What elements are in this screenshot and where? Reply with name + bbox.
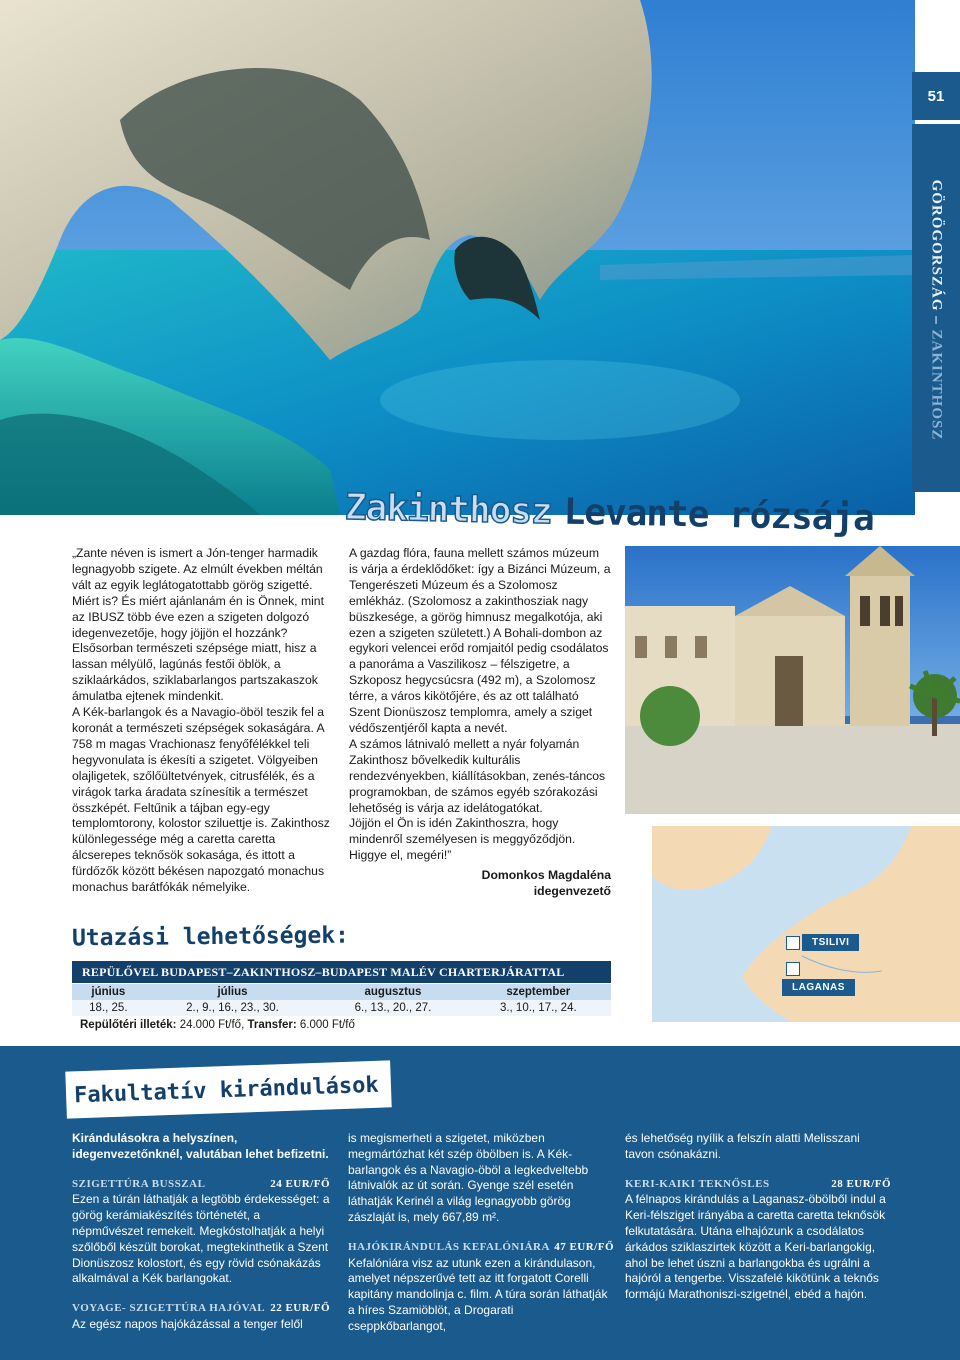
month-cell: szeptember	[466, 984, 611, 1000]
hero-photo-sea-caves	[0, 0, 915, 515]
excursion-price: 22 EUR/FŐ	[270, 1302, 330, 1315]
excursions-column-2	[348, 1131, 614, 1335]
excursion-name: HAJÓKIRÁNDULÁS KEFALÓNIÁRA	[348, 1240, 550, 1253]
flight-header: REPÜLŐVEL BUDAPEST–ZAKINTHOSZ–BUDAPEST MALÉV CHARTERJÁRATTAL	[72, 961, 611, 983]
intro-paragraph: A számos látnivaló mellett a nyár folyamán Zakinthosz bővelkedik kulturális rendezvényekben, kiállításokban, zenés-táncos programokban, de számos egyéb szórakozási lehetőség is várja az idelátogatókat.	[349, 736, 606, 815]
excursion-header	[72, 1301, 330, 1317]
excursions-heading: Fakultatív kirándulások	[73, 1072, 380, 1109]
excursion-text: is megismerheti a szigetet, miközben megmártózhat két szép öbölben is. A Kék-barlangok és a Navagio-öböl a legkedveltebb látnivalók az út során. Gyenge szél esetén láthatják Kerinél a világ legnagyobb görög zászlaját is, mely 667,89 m².	[348, 1131, 589, 1224]
hero-illustration	[0, 0, 915, 515]
excursion-name: VOYAGE- SZIGETTÚRA HAJÓVAL	[72, 1302, 266, 1315]
page-number: 51	[912, 72, 960, 120]
intro-paragraph: A gazdag flóra, fauna mellett számos múzeum is várja a érdeklődőket: így a Bizánci Múzeum, a Tengerészeti Múzeum és a Szolomosz emlékház. (Szolomosz a zakinthosziak nagy büszkesége, a görög himnusz megalkotója, aki ezen a szigeten született.) A Bohali-dombon az egykori velencei erőd romjaitól pedig csodálatos a panoráma a Vaszilikosz – félszigetre, a Szkoposz hegycsúcsra (492 m), a Szolomosz térre, a város kikötőjére, és az ott található Szent Dionüszosz templomra, amely a sziget védőszentjéről kapta a nevét.	[349, 546, 611, 735]
excursion-text: Kefalóniára visz az utunk ezen a kirándulason, amelyet népszerűvé tett az itt forgatott Corelli kapitány mandolinja c. film. A túra során láthatják a híres Szamiöblöt, a Drogarati cseppkőbarlangot,	[348, 1255, 608, 1333]
excursion-price: 24 EUR/FŐ	[270, 1177, 330, 1190]
map-label-tsilivi: TSILIVI	[802, 934, 859, 951]
excursion-text: A félnapos kirándulás a Laganasz-öbölből indul a Keri-félsziget irányába a caretta caretta teknősök felkutatására. Utána elhajózunk a csodálatos árkádos sziklaszirtek között a Keri-barlangokig, ahol be lehet úszni a barlangokba és ugrálni a hajóról a tengerbe. Visszafelé kikötünk a teknős formájú Marathoniszi-szigetnél, ebéd a hajón.	[625, 1192, 886, 1302]
intro-middle-column	[349, 546, 611, 900]
date-cell: 2., 9., 16., 23., 30.	[145, 1000, 321, 1016]
transfer-value: 6.000 Ft/fő	[296, 1019, 355, 1031]
side-title-main: GÖRÖGORSZÁG –	[928, 179, 945, 330]
transfer-label: Transfer:	[247, 1019, 297, 1031]
excursions-intro: Kirándulásokra a helyszínen, idegenvezetőnknél, valutában lehet befizetni.	[72, 1131, 329, 1161]
signature-name: Domonkos Magdaléna	[481, 868, 611, 883]
title-part-1: Zakinthosz	[344, 487, 553, 533]
intro-paragraph: Jöjjön el Ön is idén Zakinthoszra, hogy mindenről személyesen is meggyőződjön. Higgye el, megéri!”	[349, 816, 576, 863]
church-illustration	[625, 546, 960, 814]
table-row	[72, 984, 611, 1000]
intro-paragraph: „Zante néven is ismert a Jón-tenger harmadik legnagyobb szigete. Az elmúlt években méltán vált az egyik leglátogatottabb görög szigetté. Miért is? És miért ajánlanám én is Önnek, mint az IBUSZ több éve ezen a szigeten dolgozó idegenvezetője, hogy jöjjön el hozzánk? Elsősorban természeti szépsége miatt, hisz a lassan mélyülő, lagúnás festői öblök, a sziklaárkádos, sziklabarlangos partszakaszok ámulatba ejtenek mindenkit.	[72, 546, 324, 704]
signature-role: idegenvezető	[533, 884, 611, 899]
excursion-price: 28 EUR/FŐ	[831, 1177, 891, 1190]
excursion-header	[72, 1177, 330, 1193]
excursion-text: Ezen a túrán láthatják a legtöbb érdekességet: a görög kerámiakészítés történetét, a népművészet remekeit. Megkóstolhatják a helyi szőlőből készült borokat, megtekinthetik a Szent Dionüszosz kolostort, és egy rövid csónakázás alkalmával a Kék barlangokat.	[72, 1192, 330, 1286]
map-marker-tsilivi	[786, 936, 800, 950]
date-cell: 18., 25.	[72, 1000, 145, 1016]
excursion-header	[625, 1177, 891, 1193]
intro-paragraph: A Kék-barlangok és a Navagio-öböl teszik fel a koronát a természeti szépségek sokaságára. A 758 m magas Vrachionasz fenyőfélékkel teli hegyvonulata is ékesíti a szigetet. Völgyeiben olajligetek, szőlőültetvények, citrusfélék, és a virágok tarka áradata színesítik a természet összképét. Feltűnik a tájban egy-egy templomtorony, kolostor sziluettje is. Zakinthosz különlegessége még a caretta caretta álcserepes teknősök sokasága, és ittott a fürdőzők között békésen napozgató monachus monachus barátfókák némelyike.	[72, 705, 330, 895]
side-section-title	[928, 180, 945, 441]
date-cell: 3., 10., 17., 24.	[466, 1000, 611, 1016]
month-cell: július	[145, 984, 321, 1000]
title-part-2: Levante rózsája	[563, 491, 875, 540]
excursions-column-3	[625, 1131, 891, 1303]
intro-left-column	[72, 546, 334, 896]
excursion-name: KERI-KAIKI TEKNŐSLES	[625, 1177, 770, 1190]
island-map	[652, 826, 960, 1022]
excursion-price: 47 EUR/FŐ	[554, 1240, 614, 1253]
date-cell: 6., 13., 20., 27.	[320, 1000, 465, 1016]
fees-line	[80, 1019, 355, 1031]
excursion-name: SZIGETTÚRA BUSSZAL	[72, 1177, 206, 1190]
map-marker-laganas	[786, 962, 800, 976]
church-photo	[625, 546, 960, 814]
map-label-laganas: LAGANAS	[782, 979, 855, 996]
excursion-text: Az egész napos hajókázással a tenger felől	[72, 1316, 303, 1331]
fee-label: Repülőtéri illeték:	[80, 1019, 177, 1031]
trips-heading: Utazási lehetőségek:	[71, 922, 350, 952]
excursion-header	[348, 1240, 614, 1256]
excursions-column-1	[72, 1131, 330, 1333]
side-title-sub: ZAKINTHOSZ	[928, 329, 945, 441]
table-row	[72, 1000, 611, 1016]
flight-dates-table	[72, 984, 611, 1016]
month-cell: augusztus	[320, 984, 465, 1000]
month-cell: június	[72, 984, 145, 1000]
excursion-text: és lehetőség nyílik a felszín alatti Melisszani tavon csónakázni.	[625, 1131, 860, 1161]
fee-value: 24.000 Ft/fő,	[176, 1019, 248, 1031]
